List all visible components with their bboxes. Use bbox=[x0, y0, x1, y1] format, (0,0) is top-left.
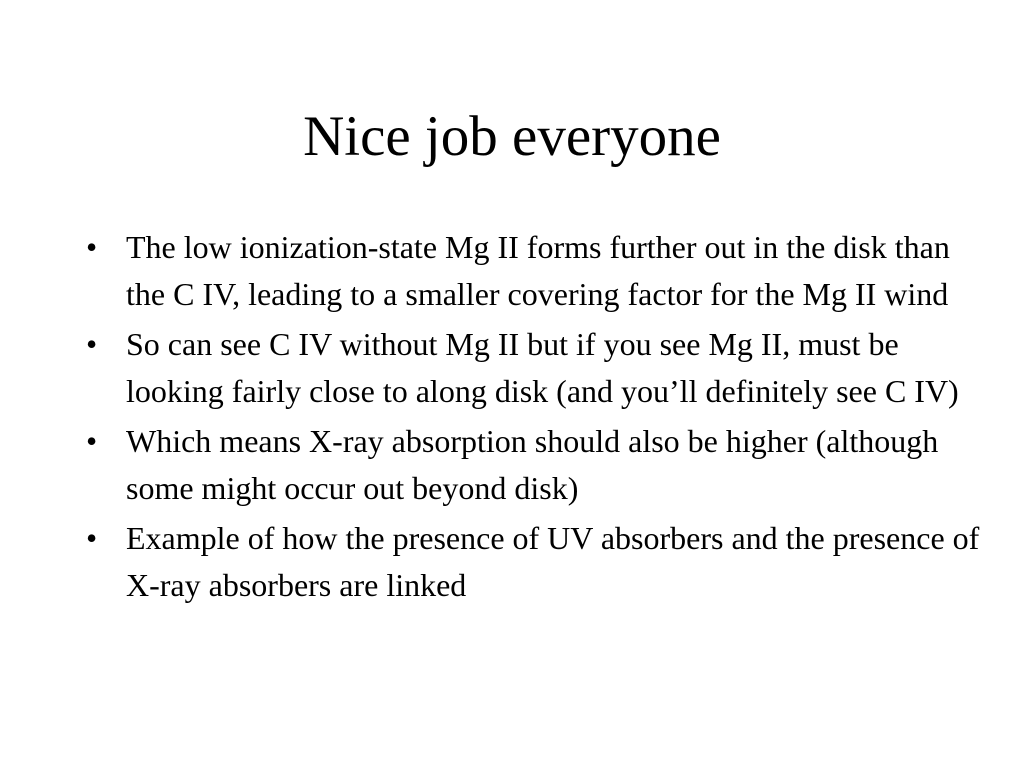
bullet-item-2 bbox=[82, 321, 982, 415]
bullet-text: The low ionization-state Mg II forms further out in the disk than the C IV, leading to a smaller covering factor for the Mg II wind bbox=[126, 229, 950, 312]
bullet-icon: • bbox=[86, 520, 98, 556]
bullet-text: Which means X-ray absorption should also be higher (although some might occur out beyond disk) bbox=[126, 423, 939, 506]
bullet-item-1 bbox=[82, 224, 982, 318]
bullet-item-4 bbox=[82, 515, 982, 609]
bullet-list bbox=[82, 224, 982, 612]
bullet-text: So can see C IV without Mg II but if you see Mg II, must be looking fairly close to along disk (and you’ll definitely see C IV) bbox=[126, 326, 959, 409]
bullet-icon: • bbox=[86, 423, 98, 459]
bullet-item-3 bbox=[82, 418, 982, 512]
bullet-icon: • bbox=[86, 326, 98, 362]
bullet-text: Example of how the presence of UV absorbers and the presence of X-ray absorbers are linked bbox=[126, 520, 980, 603]
bullet-icon: • bbox=[86, 229, 98, 265]
slide-title: Nice job everyone bbox=[303, 105, 721, 168]
